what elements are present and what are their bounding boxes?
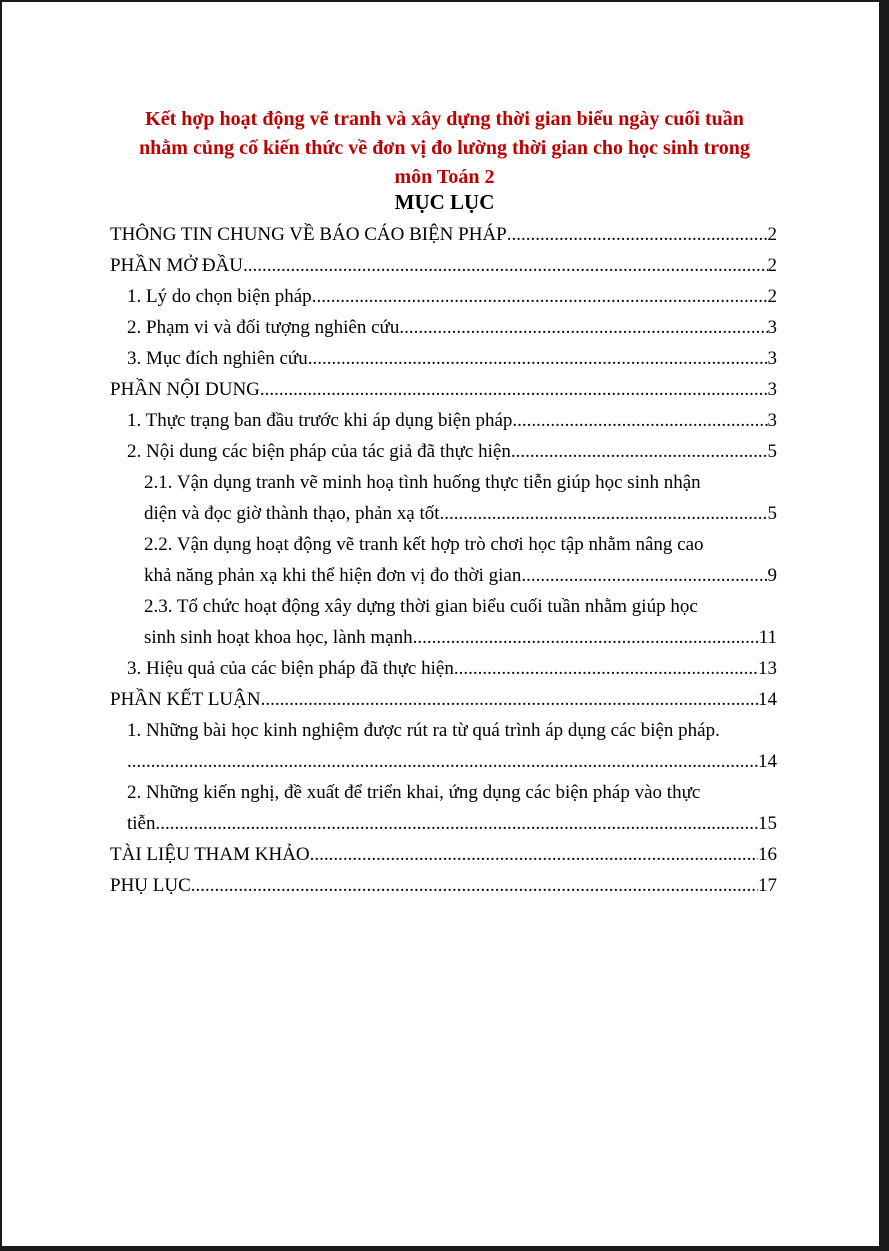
toc-entry-text: PHỤ LỤC xyxy=(110,875,191,896)
toc-entry-text-line1[interactable]: 2.2. Vận dụng hoạt động vẽ tranh kết hợp trò chơi học tập nhằm nâng cao xyxy=(144,534,704,555)
toc-entry[interactable] xyxy=(127,316,777,340)
toc-entry[interactable] xyxy=(110,223,777,247)
toc-entry-text: 3. Hiệu quả của các biện pháp đã thực hiện. xyxy=(127,658,459,679)
toc-entry-text: 2. Nội dung các biện pháp của tác giả đã thực hiện. xyxy=(127,441,516,462)
title-line-3: môn Toán 2 xyxy=(394,166,495,188)
toc-page-number: 14 xyxy=(758,751,777,772)
toc-entry-text: 1. Lý do chọn biện pháp. xyxy=(127,286,317,307)
toc-leader xyxy=(243,254,767,278)
toc-page-number: 9 xyxy=(767,565,777,586)
toc-entry-text: tiễn. xyxy=(127,813,161,834)
toc-entry[interactable] xyxy=(127,409,777,433)
toc-entry-text: 3. Mục đích nghiên cứu. xyxy=(127,348,313,369)
toc-page-number: 2 xyxy=(767,286,777,307)
toc-leader xyxy=(260,378,768,402)
toc-page-number: 5 xyxy=(767,503,777,524)
toc-entry-text-line1[interactable]: 1. Những bài học kinh nghiệm được rút ra từ quá trình áp dụng các biện pháp. xyxy=(127,720,720,741)
toc-heading: MỤC LỤC xyxy=(394,190,495,214)
toc-page-number: 2 xyxy=(767,224,777,245)
toc-entry[interactable] xyxy=(110,254,777,278)
toc-entry-text: TÀI LIỆU THAM KHẢO xyxy=(110,844,310,865)
toc-entry-text: PHẦN MỞ ĐẦU xyxy=(110,255,244,276)
toc-leader xyxy=(316,285,767,309)
title-line-2: nhằm củng cố kiến thức về đơn vị đo lường thời gian cho học sinh trong xyxy=(139,137,750,159)
toc-entry[interactable] xyxy=(127,657,777,681)
toc-leader xyxy=(512,409,767,433)
toc-entry[interactable] xyxy=(110,688,777,712)
toc-entry[interactable] xyxy=(127,285,777,309)
toc-entry-text: diện và đọc giờ thành thạo, phản xạ tốt xyxy=(144,503,440,524)
toc-entry-text-line1[interactable]: 2.1. Vận dụng tranh vẽ minh hoạ tình huống thực tiễn giúp học sinh nhận xyxy=(144,472,701,493)
toc-leader xyxy=(521,564,767,588)
toc-leader xyxy=(261,688,758,712)
toc-entry[interactable] xyxy=(127,347,777,371)
toc-entry-text: 2. Phạm vi và đối tượng nghiên cứu. xyxy=(127,317,405,338)
toc-page-number: 11 xyxy=(758,627,777,648)
toc-leader xyxy=(459,657,758,681)
toc-leader xyxy=(507,223,768,247)
toc-entry[interactable] xyxy=(127,750,777,774)
toc-entry-text: PHẦN KẾT LUẬN xyxy=(110,689,261,710)
toc-entry[interactable] xyxy=(144,502,777,526)
toc-page-number: 14 xyxy=(758,689,777,710)
toc-leader xyxy=(312,347,767,371)
toc-leader xyxy=(440,502,768,526)
toc-entry-text-line1[interactable]: 2. Những kiến nghị, đề xuất để triển khai, ứng dụng các biện pháp vào thực xyxy=(127,782,701,803)
toc-page-number: 13 xyxy=(758,658,777,679)
toc-entry-text-line1[interactable]: 2.3. Tổ chức hoạt động xây dựng thời gian biểu cuối tuần nhằm giúp học xyxy=(144,596,698,617)
toc-page-number: 3 xyxy=(767,348,777,369)
toc-leader xyxy=(160,812,758,836)
toc-entry-text: PHẦN NỘI DUNG xyxy=(110,379,260,400)
toc-page-number: 3 xyxy=(767,317,777,338)
toc-entry[interactable] xyxy=(110,843,777,867)
toc-leader xyxy=(191,874,758,898)
toc-leader xyxy=(404,316,767,340)
toc-entry[interactable] xyxy=(144,626,777,650)
toc-leader xyxy=(516,440,768,464)
toc-entry-text: khả năng phản xạ khi thể hiện đơn vị đo thời gian xyxy=(144,565,522,586)
toc-page-number: 16 xyxy=(758,844,777,865)
toc-page-number: 2 xyxy=(767,255,777,276)
toc-entry-text: 1. Thực trạng ban đầu trước khi áp dụng biện pháp xyxy=(127,410,513,431)
toc-entry-text: sinh sinh hoạt khoa học, lành mạnh xyxy=(144,627,413,648)
toc-page-number: 3 xyxy=(767,379,777,400)
toc-entry-text: THÔNG TIN CHUNG VỀ BÁO CÁO BIỆN PHÁP xyxy=(110,224,507,245)
toc-leader xyxy=(127,750,758,774)
toc-page-number: 15 xyxy=(758,813,777,834)
toc-page-number: 17 xyxy=(758,875,777,896)
document-title xyxy=(0,105,889,192)
toc-leader xyxy=(310,843,758,867)
toc-page-number: 5 xyxy=(767,441,777,462)
toc-leader xyxy=(413,626,759,650)
toc-entry[interactable] xyxy=(127,812,777,836)
toc-entry[interactable] xyxy=(110,874,777,898)
title-line-1: Kết hợp hoạt động vẽ tranh và xây dựng thời gian biểu ngày cuối tuần xyxy=(145,108,744,130)
toc-entry[interactable] xyxy=(127,440,777,464)
toc-page-number: 3 xyxy=(767,410,777,431)
toc-entry[interactable] xyxy=(110,378,777,402)
toc-entry[interactable] xyxy=(144,564,777,588)
